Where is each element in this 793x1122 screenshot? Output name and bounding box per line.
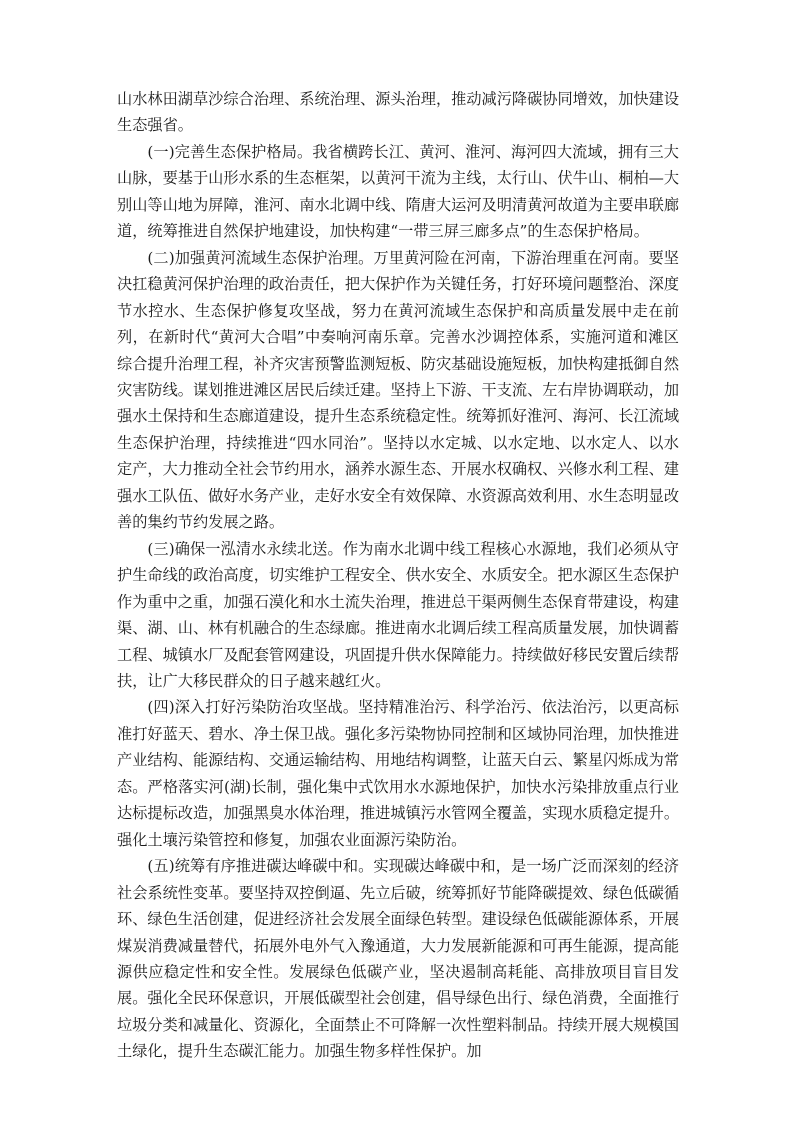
document-body: [117, 86, 679, 1065]
paragraph-yellow-river: (二)加强黄河流域生态保护治理。万里黄河险在河南，下游治理重在河南。要坚决扛稳黄河保护治理的政治责任，把大保护作为关键任务，打好环境问题整治、深度节水控水、生态保护修复攻坚战，努力在黄河流域生态保护和高质量发展中走在前列，在新时代“黄河大合唱”中奏响河南乐章。完善水沙调控体系，实施河道和滩区综合提升治理工程，补齐灾害预警监测短板、防灾基础设施短板，加快构建抵御自然灾害防线。谋划推进滩区居民后续迁建。坚持上下游、干支流、左右岸协调联动，加强水土保持和生态廊道建设，提升生态系统稳定性。统筹抓好淮河、海河、长江流域生态保护治理，持续推进“四水同治”。坚持以水定城、以水定地、以水定人、以水定产，大力推动全社会节约用水，涵养水源生态、开展水权确权、兴修水利工程、建强水工队伍、做好水务产业，走好水安全有效保障、水资源高效利用、水生态明显改善的集约节约发展之路。: [117, 248, 679, 532]
paragraph-ecological-pattern: (一)完善生态保护格局。我省横跨长江、黄河、淮河、海河四大流域，拥有三大山脉，要基于山形水系的生态框架，以黄河干流为主线，太行山、伏牛山、桐柏—大别山等山地为屏障，淮河、南水北调中线、隋唐大运河及明清黄河故道为主要串联廊道，统筹推进自然保护地建设，加快构建“一带三屏三廊多点”的生态保护格局。: [117, 142, 679, 241]
paragraph-pollution-control: (四)深入打好污染防治攻坚战。坚持精准治污、科学治污、依法治污，以更高标准打好蓝天、碧水、净土保卫战。强化多污染物协同控制和区域协同治理，加快推进产业结构、能源结构、交通运输结构、用地结构调整，让蓝天白云、繁星闪烁成为常态。严格落实河(湖)长制，强化集中式饮用水水源地保护，加快水污染排放重点行业达标提标改造，加强黑臭水体治理，推进城镇污水管网全覆盖，实现水质稳定提升。强化土壤污染管控和修复，加强农业面源污染防治。: [117, 698, 679, 849]
paragraph-water-diversion: (三)确保一泓清水永续北送。作为南水北调中线工程核心水源地，我们必须从守护生命线的政治高度，切实维护工程安全、供水安全、水质安全。把水源区生态保护作为重中之重，加强石漠化和水土流失治理，推进总干渠两侧生态保育带建设，构建渠、湖、山、林有机融合的生态绿廊。推进南水北调后续工程高质量发展，加快调蓄工程、城镇水厂及配套管网建设，巩固提升供水保障能力。持续做好移民安置后续帮扶，让广大移民群众的日子越来越红火。: [117, 539, 679, 690]
paragraph-continuation: 山水林田湖草沙综合治理、系统治理、源头治理，推动减污降碳协同增效，加快建设生态强省。: [117, 90, 679, 135]
paragraph-carbon-neutrality: (五)统筹有序推进碳达峰碳中和。实现碳达峰碳中和，是一场广泛而深刻的经济社会系统性变革。要坚持双控倒逼、先立后破，统筹抓好节能降碳提效、绿色低碳循环、绿色生活创建，促进经济社会发展全面绿色转型。建设绿色低碳能源体系，开展煤炭消费减量替代，拓展外电外气入豫通道，大力发展新能源和可再生能源，提高能源供应稳定性和安全性。发展绿色低碳产业，坚决遏制高耗能、高排放项目盲目发展。强化全民环保意识，开展低碳型社会创建，倡导绿色出行、绿色消费，全面推行垃圾分类和减量化、资源化，全面禁止不可降解一次性塑料制品。持续开展大规模国土绿化，提升生态碳汇能力。加强生物多样性保护。加: [117, 857, 679, 1061]
